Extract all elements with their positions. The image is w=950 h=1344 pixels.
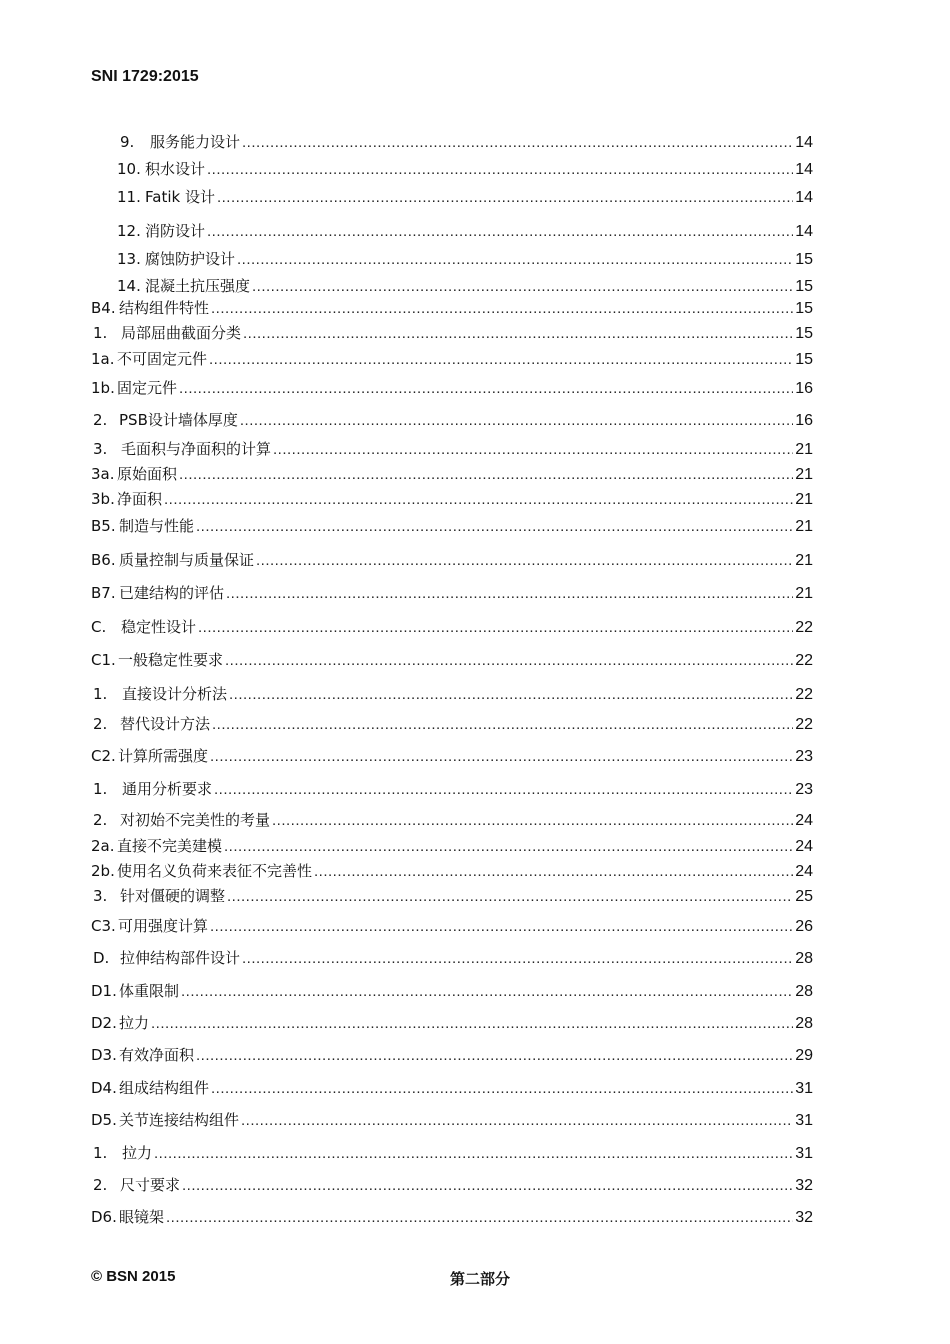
toc-leader-dots: [154, 1144, 793, 1164]
toc-entry[interactable]: [91, 1207, 813, 1228]
toc-entry-number: 9.: [120, 133, 135, 151]
toc-entry-title: 通用分析要求: [122, 780, 213, 798]
toc-leader-dots: [314, 862, 793, 882]
toc-entry-page: 14: [795, 134, 813, 151]
toc-entry[interactable]: [117, 276, 813, 297]
toc-entry-title: 毛面积与净面积的计算: [121, 440, 272, 458]
toc-entry-title: 已建结构的评估: [119, 584, 225, 602]
toc-entry-page: 22: [795, 686, 813, 703]
toc-entry-page: 22: [795, 716, 813, 733]
toc-entry-title: 计算所需强度: [118, 747, 209, 765]
toc-leader-dots: [242, 949, 793, 969]
toc-entry-title: 制造与性能: [119, 517, 195, 535]
toc-leader-dots: [273, 440, 793, 460]
toc-entry-number: C3.: [91, 917, 116, 935]
toc-entry-page: 22: [795, 619, 813, 636]
toc-entry-title: PSB设计墙体厚度: [119, 411, 238, 429]
toc-entry[interactable]: [93, 439, 813, 460]
toc-entry[interactable]: [117, 221, 813, 242]
toc-entry[interactable]: [91, 1045, 813, 1066]
toc-leader-dots: [196, 517, 793, 537]
toc-entry[interactable]: [93, 886, 813, 907]
toc-entry-title: 净面积: [117, 490, 163, 508]
toc-entry-title: 原始面积: [117, 465, 178, 483]
toc-entry-title: 直接设计分析法: [122, 685, 228, 703]
toc-entry-page: 22: [795, 652, 813, 669]
toc-entry-page: 28: [795, 983, 813, 1000]
toc-entry-number: D5.: [91, 1111, 117, 1129]
toc-entry-title: 固定元件: [117, 379, 178, 397]
toc-entry-number: D6.: [91, 1208, 117, 1226]
toc-entry-page: 31: [795, 1145, 813, 1162]
toc-entry[interactable]: [93, 410, 813, 431]
toc-entry-page: 15: [795, 325, 813, 342]
toc-entry-title: 可用强度计算: [118, 917, 209, 935]
toc-entry-title: 腐蚀防护设计: [145, 250, 236, 268]
toc-leader-dots: [151, 1014, 793, 1034]
toc-entry-page: 14: [795, 223, 813, 240]
toc-entry-page: 15: [795, 278, 813, 295]
toc-entry-number: 2.: [93, 411, 108, 429]
toc-entry[interactable]: [91, 836, 813, 857]
toc-entry[interactable]: [91, 489, 813, 510]
toc-entry-number: D4.: [91, 1079, 117, 1097]
document-id: SNI 1729:2015: [91, 68, 199, 85]
toc-leader-dots: [210, 917, 793, 937]
toc-leader-dots: [256, 551, 793, 571]
toc-entry[interactable]: [117, 187, 813, 208]
toc-entry-number: 3b.: [91, 490, 115, 508]
toc-entry[interactable]: [93, 1175, 813, 1196]
toc-leader-dots: [225, 651, 793, 671]
toc-entry-page: 28: [795, 1015, 813, 1032]
toc-entry-number: C.: [91, 618, 107, 636]
toc-entry-number: 1.: [93, 780, 108, 798]
toc-leader-dots: [210, 747, 793, 767]
toc-leader-dots: [227, 887, 793, 907]
toc-entry[interactable]: [91, 516, 813, 537]
toc-entry-number: 1.: [93, 685, 108, 703]
toc-entry[interactable]: [117, 249, 813, 270]
toc-entry[interactable]: [120, 132, 813, 153]
toc-entry-number: 10.: [117, 160, 141, 178]
toc-leader-dots: [217, 188, 793, 208]
toc-entry-page: 21: [795, 585, 813, 602]
toc-leader-dots: [226, 584, 793, 604]
toc-entry-title: 替代设计方法: [120, 715, 211, 733]
toc-leader-dots: [252, 277, 793, 297]
toc-entry-page: 15: [795, 351, 813, 368]
toc-entry-title: 直接不完美建模: [117, 837, 223, 855]
toc-entry[interactable]: [93, 779, 813, 800]
toc-entry-page: 21: [795, 518, 813, 535]
toc-entry[interactable]: [91, 746, 813, 767]
toc-entry-title: 积水设计: [145, 160, 206, 178]
toc-entry[interactable]: [91, 1078, 813, 1099]
toc-leader-dots: [179, 465, 793, 485]
toc-leader-dots: [181, 982, 793, 1002]
toc-entry-number: 2.: [93, 715, 108, 733]
toc-entry-number: 2.: [93, 1176, 108, 1194]
toc-entry[interactable]: [91, 1110, 813, 1131]
toc-entry-page: 15: [795, 251, 813, 268]
toc-entry-title: 拉力: [119, 1014, 150, 1032]
toc-entry-title: 一般稳定性要求: [118, 651, 224, 669]
toc-leader-dots: [214, 780, 793, 800]
toc-leader-dots: [229, 685, 793, 705]
toc-entry-number: 1b.: [91, 379, 115, 397]
toc-entry-page: 16: [795, 380, 813, 397]
toc-entry-page: 32: [795, 1177, 813, 1194]
toc-leader-dots: [164, 490, 793, 510]
toc-entry-number: 3.: [93, 440, 108, 458]
toc-entry[interactable]: [91, 464, 813, 485]
toc-entry-page: 21: [795, 441, 813, 458]
toc-entry[interactable]: [93, 323, 813, 344]
toc-entry-number: 2a.: [91, 837, 115, 855]
toc-entry-number: B4.: [91, 299, 116, 317]
toc-entry-number: 13.: [117, 250, 141, 268]
toc-entry-number: 2.: [93, 811, 108, 829]
toc-entry-number: B5.: [91, 517, 116, 535]
toc-leader-dots: [211, 299, 793, 319]
toc-entry-title: 体重限制: [119, 982, 180, 1000]
toc-entry-page: 23: [795, 781, 813, 798]
toc-entry-page: 32: [795, 1209, 813, 1226]
toc-entry-title: 使用名义负荷来表征不完善性: [117, 862, 313, 880]
toc-leader-dots: [240, 411, 793, 431]
toc-entry[interactable]: [91, 1013, 813, 1034]
toc-entry-page: 24: [795, 812, 813, 829]
toc-entry-title: 结构组件特性: [119, 299, 210, 317]
toc-entry-number: 12.: [117, 222, 141, 240]
toc-entry-title: 不可固定元件: [117, 350, 208, 368]
toc-entry-title: 消防设计: [145, 222, 206, 240]
toc-entry[interactable]: [93, 810, 813, 831]
toc-entry-number: B7.: [91, 584, 116, 602]
toc-entry[interactable]: [117, 159, 813, 180]
toc-entry-number: C2.: [91, 747, 116, 765]
toc-entry-number: 11.: [117, 188, 141, 206]
toc-entry[interactable]: [93, 684, 813, 705]
toc-leader-dots: [198, 618, 793, 638]
toc-leader-dots: [211, 1079, 793, 1099]
toc-entry-title: 局部屈曲截面分类: [121, 324, 242, 342]
toc-entry-title: 对初始不完美性的考量: [120, 811, 271, 829]
toc-entry-title: 组成结构组件: [119, 1079, 210, 1097]
toc-entry-page: 31: [795, 1080, 813, 1097]
toc-entry[interactable]: [91, 349, 813, 370]
toc-entry-page: 31: [795, 1112, 813, 1129]
toc-leader-dots: [179, 379, 793, 399]
toc-entry-page: 21: [795, 552, 813, 569]
toc-entry[interactable]: [93, 948, 813, 969]
toc-leader-dots: [207, 160, 793, 180]
toc-entry-title: 稳定性设计: [121, 618, 197, 636]
toc-entry-number: 1.: [93, 1144, 108, 1162]
toc-entry-page: 15: [795, 300, 813, 317]
toc-entry-title: 针对僵硬的调整: [120, 887, 226, 905]
toc-entry[interactable]: [91, 981, 813, 1002]
toc-entry[interactable]: [91, 378, 813, 399]
toc-entry-number: 3a.: [91, 465, 115, 483]
toc-entry[interactable]: [91, 650, 813, 671]
toc-entry-number: D.: [93, 949, 110, 967]
toc-entry-page: 26: [795, 918, 813, 935]
toc-entry-title: 拉力: [122, 1144, 153, 1162]
toc-leader-dots: [196, 1046, 793, 1066]
toc-entry-number: D1.: [91, 982, 117, 1000]
toc-leader-dots: [241, 1111, 793, 1131]
toc-entry[interactable]: [93, 1143, 813, 1164]
toc-leader-dots: [272, 811, 793, 831]
toc-entry[interactable]: [91, 550, 813, 571]
toc-entry-number: 3.: [93, 887, 108, 905]
toc-entry[interactable]: [91, 916, 813, 937]
toc-leader-dots: [182, 1176, 793, 1196]
toc-entry-title: 关节连接结构组件: [119, 1111, 240, 1129]
toc-entry-page: 21: [795, 466, 813, 483]
toc-entry-title: 尺寸要求: [120, 1176, 181, 1194]
toc-entry-title: 混凝土抗压强度: [145, 277, 251, 295]
toc-entry-title: 服务能力设计: [150, 133, 241, 151]
toc-entry-page: 29: [795, 1047, 813, 1064]
toc-entry-page: 16: [795, 412, 813, 429]
toc-leader-dots: [224, 837, 793, 857]
toc-entry-title: 质量控制与质量保证: [119, 551, 255, 569]
toc-entry-number: 2b.: [91, 862, 115, 880]
toc-entry[interactable]: [91, 617, 813, 638]
toc-entry[interactable]: [93, 714, 813, 735]
toc-leader-dots: [207, 222, 793, 242]
toc-entry-number: 14.: [117, 277, 141, 295]
toc-leader-dots: [243, 324, 793, 344]
footer-part: 第二部分: [450, 1270, 511, 1288]
toc-entry-number: D2.: [91, 1014, 117, 1032]
toc-leader-dots: [166, 1208, 793, 1228]
footer-copyright: © BSN 2015: [91, 1268, 176, 1285]
toc-entry-page: 28: [795, 950, 813, 967]
toc-entry-title: 拉伸结构部件设计: [120, 949, 241, 967]
toc-entry-number: D3.: [91, 1046, 117, 1064]
toc-entry-page: 23: [795, 748, 813, 765]
toc-entry[interactable]: [91, 861, 813, 882]
toc-leader-dots: [212, 715, 793, 735]
toc-leader-dots: [242, 133, 793, 153]
toc-entry-page: 14: [795, 161, 813, 178]
toc-entry-page: 14: [795, 189, 813, 206]
toc-entry-title: Fatik 设计: [145, 188, 215, 206]
toc-leader-dots: [209, 350, 793, 370]
toc-entry-number: C1.: [91, 651, 116, 669]
toc-entry[interactable]: [91, 298, 813, 319]
toc-entry-number: 1.: [93, 324, 108, 342]
toc-entry-title: 有效净面积: [119, 1046, 195, 1064]
toc-entry-title: 眼镜架: [119, 1208, 165, 1226]
toc-entry-number: B6.: [91, 551, 116, 569]
toc-entry-number: 1a.: [91, 350, 115, 368]
toc-entry[interactable]: [91, 583, 813, 604]
toc-entry-page: 24: [795, 838, 813, 855]
toc-entry-page: 24: [795, 863, 813, 880]
toc-entry-page: 21: [795, 491, 813, 508]
toc-entry-page: 25: [795, 888, 813, 905]
toc-leader-dots: [237, 250, 793, 270]
